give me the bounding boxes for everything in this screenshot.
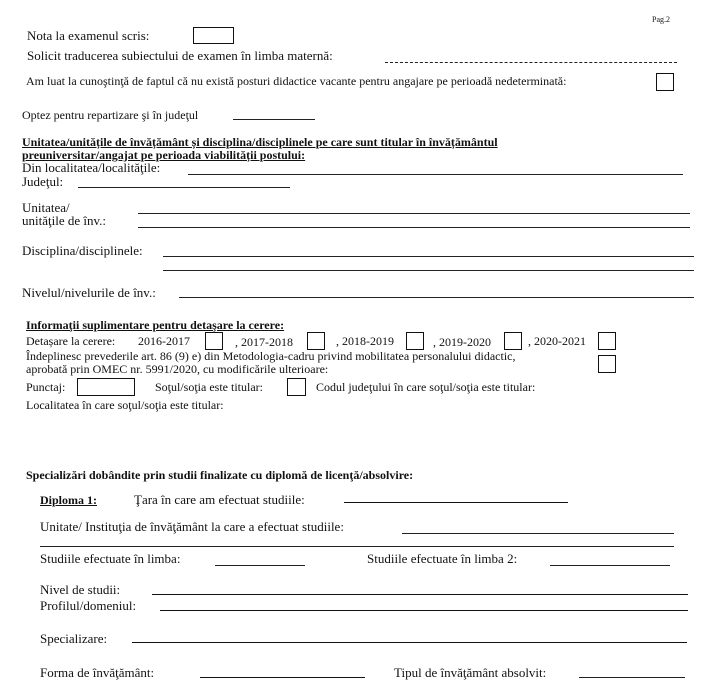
year-label-3: , 2018-2019 (336, 334, 394, 348)
language2-label: Studiile efectuate în limba 2: (367, 551, 518, 566)
criteria-line1: Îndeplinesc prevederile art. 86 (9) e) din Metodologia-cadru privind mobilitatea personalului didactic, (26, 349, 516, 363)
institution-field-line1[interactable] (402, 533, 674, 534)
translation-label: Solicit traducerea subiectului de examen în limba maternă: (27, 48, 333, 63)
titular-heading-line1: Unitatea/unitățile de învățământ și disciplina/disciplinele pe care sunt titular în învățământul (22, 135, 498, 149)
year-checkbox-1[interactable] (205, 332, 223, 350)
unit-label-line1: Unitatea/ (22, 200, 70, 215)
year-label-1: 2016-2017 (138, 334, 190, 348)
county-field[interactable] (78, 187, 290, 188)
score-label: Punctaj: (26, 380, 66, 394)
level-of-study-label: Nivel de studii: (40, 582, 121, 597)
specialization-field[interactable] (132, 642, 687, 643)
county-option-label: Optez pentru repartizare şi în judeţul (22, 108, 199, 122)
form-field[interactable] (200, 677, 365, 678)
detasare-label: Detașare la cerere: (26, 334, 116, 348)
unit-field-line2[interactable] (138, 227, 690, 228)
year-checkbox-2[interactable] (307, 332, 325, 350)
spouse-titular-checkbox[interactable] (287, 378, 306, 396)
year-checkbox-4[interactable] (504, 332, 522, 350)
form-label: Forma de învăţământ: (40, 665, 155, 680)
county-option-field[interactable] (233, 119, 315, 120)
discipline-field-line1[interactable] (163, 256, 694, 257)
country-label: Ţara în care am efectuat studiile: (134, 492, 305, 507)
year-label-4: , 2019-2020 (433, 335, 491, 349)
grade-label: Nota la examenul scris: (27, 28, 150, 43)
spouse-titular-label: Soţul/soţia este titular: (155, 380, 263, 394)
type-label: Tipul de învăţământ absolvit: (394, 665, 547, 680)
supplementary-heading: Informaţii suplimentare pentru detaşare la cerere: (26, 318, 285, 332)
profile-field[interactable] (160, 610, 688, 611)
specialization-label: Specializare: (40, 631, 108, 646)
country-field[interactable] (344, 502, 568, 503)
page-number: Pag.2 (652, 15, 670, 24)
unit-field-line1[interactable] (138, 213, 690, 214)
spouse-county-code-label: Codul judeţului în care soţul/soţia este titular: (316, 380, 536, 394)
level-label: Nivelul/nivelurile de înv.: (22, 285, 156, 300)
type-field[interactable] (579, 677, 685, 678)
level-field[interactable] (179, 297, 694, 298)
locality-field[interactable] (188, 174, 683, 175)
translation-field[interactable] (385, 62, 677, 63)
criteria-line2: aprobată prin OMEC nr. 5991/2020, cu modificările ulterioare: (26, 362, 329, 376)
language2-field[interactable] (550, 565, 670, 566)
spouse-locality-label: Localitatea în care soţul/soţia este titular: (26, 398, 224, 412)
score-field[interactable] (77, 378, 135, 396)
unit-label-line2: unităţile de înv.: (22, 213, 106, 228)
institution-label: Unitate/ Instituţia de învăţământ la care a efectuat studiile: (40, 519, 344, 534)
language1-field[interactable] (215, 565, 305, 566)
year-label-2: , 2017-2018 (235, 335, 293, 349)
year-checkbox-3[interactable] (406, 332, 424, 350)
year-label-5: , 2020-2021 (528, 334, 586, 348)
specializations-heading: Specializări dobândite prin studii finalizate cu diplomă de licenţă/absolvire: (26, 468, 414, 482)
year-checkbox-5[interactable] (598, 332, 616, 350)
level-of-study-field[interactable] (152, 594, 688, 595)
locality-label: Din localitatea/localităţile: (22, 160, 161, 175)
institution-field-line2[interactable] (40, 546, 674, 547)
discipline-label: Disciplina/disciplinele: (22, 243, 143, 258)
no-vacancy-label: Am luat la cunoştinţă de faptul că nu există posturi didactice vacante pentru angajare pe perioadă nedeterminată: (26, 74, 567, 88)
language1-label: Studiile efectuate în limba: (40, 551, 181, 566)
grade-field[interactable] (193, 27, 234, 44)
criteria-checkbox[interactable] (598, 355, 616, 373)
profile-label: Profilul/domeniul: (40, 598, 137, 613)
titular-heading-line2: preuniversitar/angajat pe perioada viabilității postului: (22, 148, 306, 162)
county-label: Judeţul: (22, 174, 64, 189)
diploma-label: Diploma 1: (40, 493, 97, 507)
no-vacancy-checkbox[interactable] (656, 73, 674, 91)
discipline-field-line2[interactable] (163, 270, 694, 271)
